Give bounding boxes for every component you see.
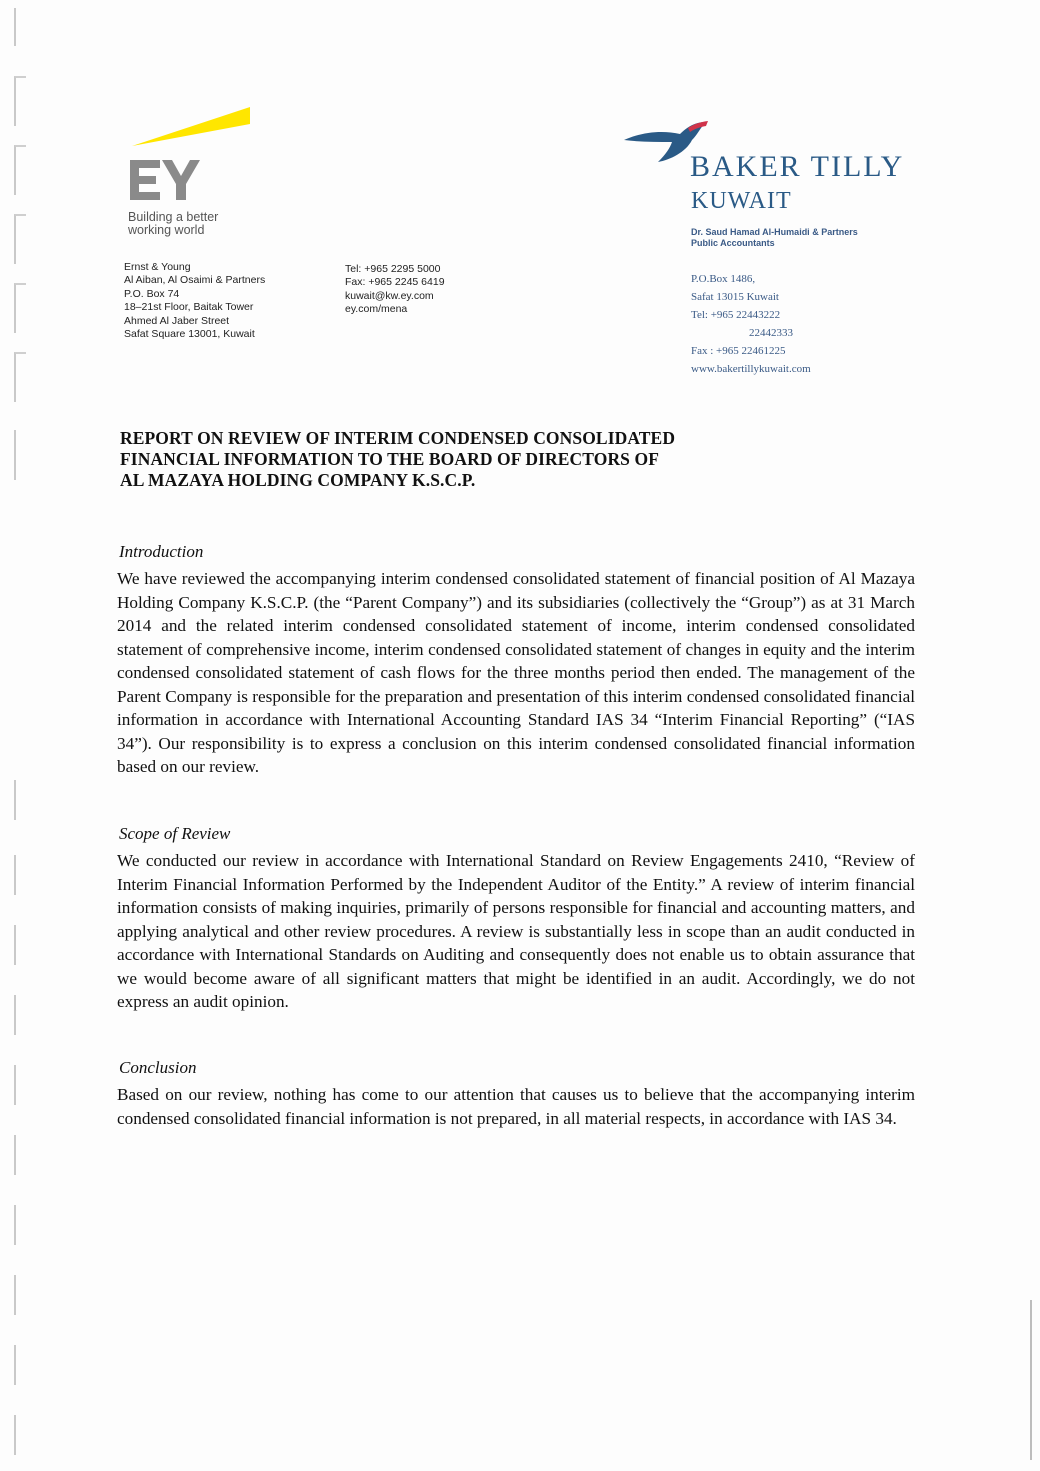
binding-mark xyxy=(14,925,24,965)
ey-letters xyxy=(130,160,200,200)
ey-beam xyxy=(132,107,250,146)
binding-mark xyxy=(14,8,24,46)
binding-mark xyxy=(14,995,24,1035)
binding-mark xyxy=(14,1065,24,1105)
section-heading-introduction: Introduction xyxy=(119,542,204,561)
baker-tilly-name: BAKER TILLY xyxy=(690,150,905,183)
baker-tilly-country: KUWAIT xyxy=(691,188,792,214)
page-edge xyxy=(1030,1300,1032,1460)
report-title-line: REPORT ON REVIEW OF INTERIM CONDENSED CONSOLIDATED xyxy=(120,428,676,448)
binding-mark xyxy=(14,855,24,895)
ey-phone: Tel: +965 2295 5000 xyxy=(345,263,441,275)
ey-address xyxy=(124,261,265,341)
section-heading-conclusion: Conclusion xyxy=(119,1058,197,1077)
report-title-line: AL MAZAYA HOLDING COMPANY K.S.C.P. xyxy=(120,470,476,490)
ey-email: kuwait@kw.ey.com xyxy=(345,289,434,302)
partners-line: Dr. Saud Hamad Al-Humaidi & Partners xyxy=(691,227,858,237)
binding-mark xyxy=(14,283,26,333)
firm-type: Public Accountants xyxy=(691,238,775,248)
bt-address-line: Safat 13015 Kuwait xyxy=(691,291,779,303)
binding-mark xyxy=(14,76,26,126)
ey-tagline-line: Building a better xyxy=(128,210,219,224)
report-title-line: FINANCIAL INFORMATION TO THE BOARD OF DIRECTORS OF xyxy=(120,449,659,469)
binding-mark xyxy=(14,145,26,195)
binding-mark xyxy=(14,1205,24,1245)
ey-website: ey.com/mena xyxy=(345,303,408,316)
baker-tilly-partners xyxy=(691,227,858,249)
baker-tilly-address xyxy=(691,270,811,378)
bt-phone: Tel: +965 22443222 xyxy=(691,309,781,321)
report-title xyxy=(120,428,675,491)
ey-tagline-line: working world xyxy=(128,223,205,237)
ey-address-line: Ahmed Al Jaber Street xyxy=(124,314,230,327)
ey-logo xyxy=(126,102,256,202)
ey-address-line: P.O. Box 74 xyxy=(124,287,180,300)
bt-website: www.bakertillykuwait.com xyxy=(691,363,811,375)
binding-mark xyxy=(14,352,26,402)
ey-address-line: Ernst & Young xyxy=(124,261,191,273)
section-heading-scope: Scope of Review xyxy=(119,824,231,843)
scope-paragraph: We conducted our review in accordance with International Standard on Review Engagements 2410, “Review of Interim Financial Information Performed by the Independent Auditor of the Entity.” A review of interim financial information consists of making inquiries, primarily of persons responsible for financial and accounting matters, and applying analytical and other review procedures. A review is substantially less in scope than an audit conducted in accordance with International Standards on Auditing and consequently does not enable us to obtain assurance that we would become aware of all significant matters that might be identified in an audit. Accordingly, we do not express an audit opinion. xyxy=(117,851,915,1011)
ey-contact xyxy=(345,263,445,317)
ey-address-line: 18–21st Floor, Baitak Tower xyxy=(124,301,254,314)
ey-address-line: Al Aiban, Al Osaimi & Partners xyxy=(124,274,266,287)
ey-address-line: Safat Square 13001, Kuwait xyxy=(124,328,255,341)
ey-tagline xyxy=(128,211,218,237)
binding-mark xyxy=(14,1135,24,1175)
binding-mark xyxy=(14,430,24,480)
introduction-paragraph: We have reviewed the accompanying interim condensed consolidated statement of financial position of Al Mazaya Holding Company K.S.C.P. (the “Parent Company”) and its subsidiaries (collectively the “Group”) as at 31 March 2014 and the related interim condensed consolidated statement of income, interim condensed consolidated statement of comprehensive income, interim condensed consolidated statement of changes in equity and the interim condensed consolidated statement of cash flows for the three months period then ended. The management of the Parent Company is responsible for the preparation and presentation of this interim condensed consolidated financial information in accordance with International Accounting Standard IAS 34 “Interim Financial Reporting” (“IAS 34”). Our responsibility is to express a conclusion on this interim condensed consolidated financial information based on our review. xyxy=(117,569,915,776)
conclusion-paragraph: Based on our review, nothing has come to our attention that causes us to believe that the accompanying interim condensed consolidated financial information is not prepared, in all material respects, in accordance with IAS 34. xyxy=(117,1085,915,1128)
binding-mark xyxy=(14,780,24,820)
binding-mark xyxy=(14,1275,24,1315)
ey-fax: Fax: +965 2245 6419 xyxy=(345,276,445,289)
bt-fax: Fax : +965 22461225 xyxy=(691,345,786,357)
binding-mark xyxy=(14,214,26,264)
bt-address-line: P.O.Box 1486, xyxy=(691,273,756,285)
bt-phone-second: 22442333 xyxy=(749,327,793,339)
binding-mark xyxy=(14,1415,24,1455)
binding-mark xyxy=(14,1345,24,1385)
